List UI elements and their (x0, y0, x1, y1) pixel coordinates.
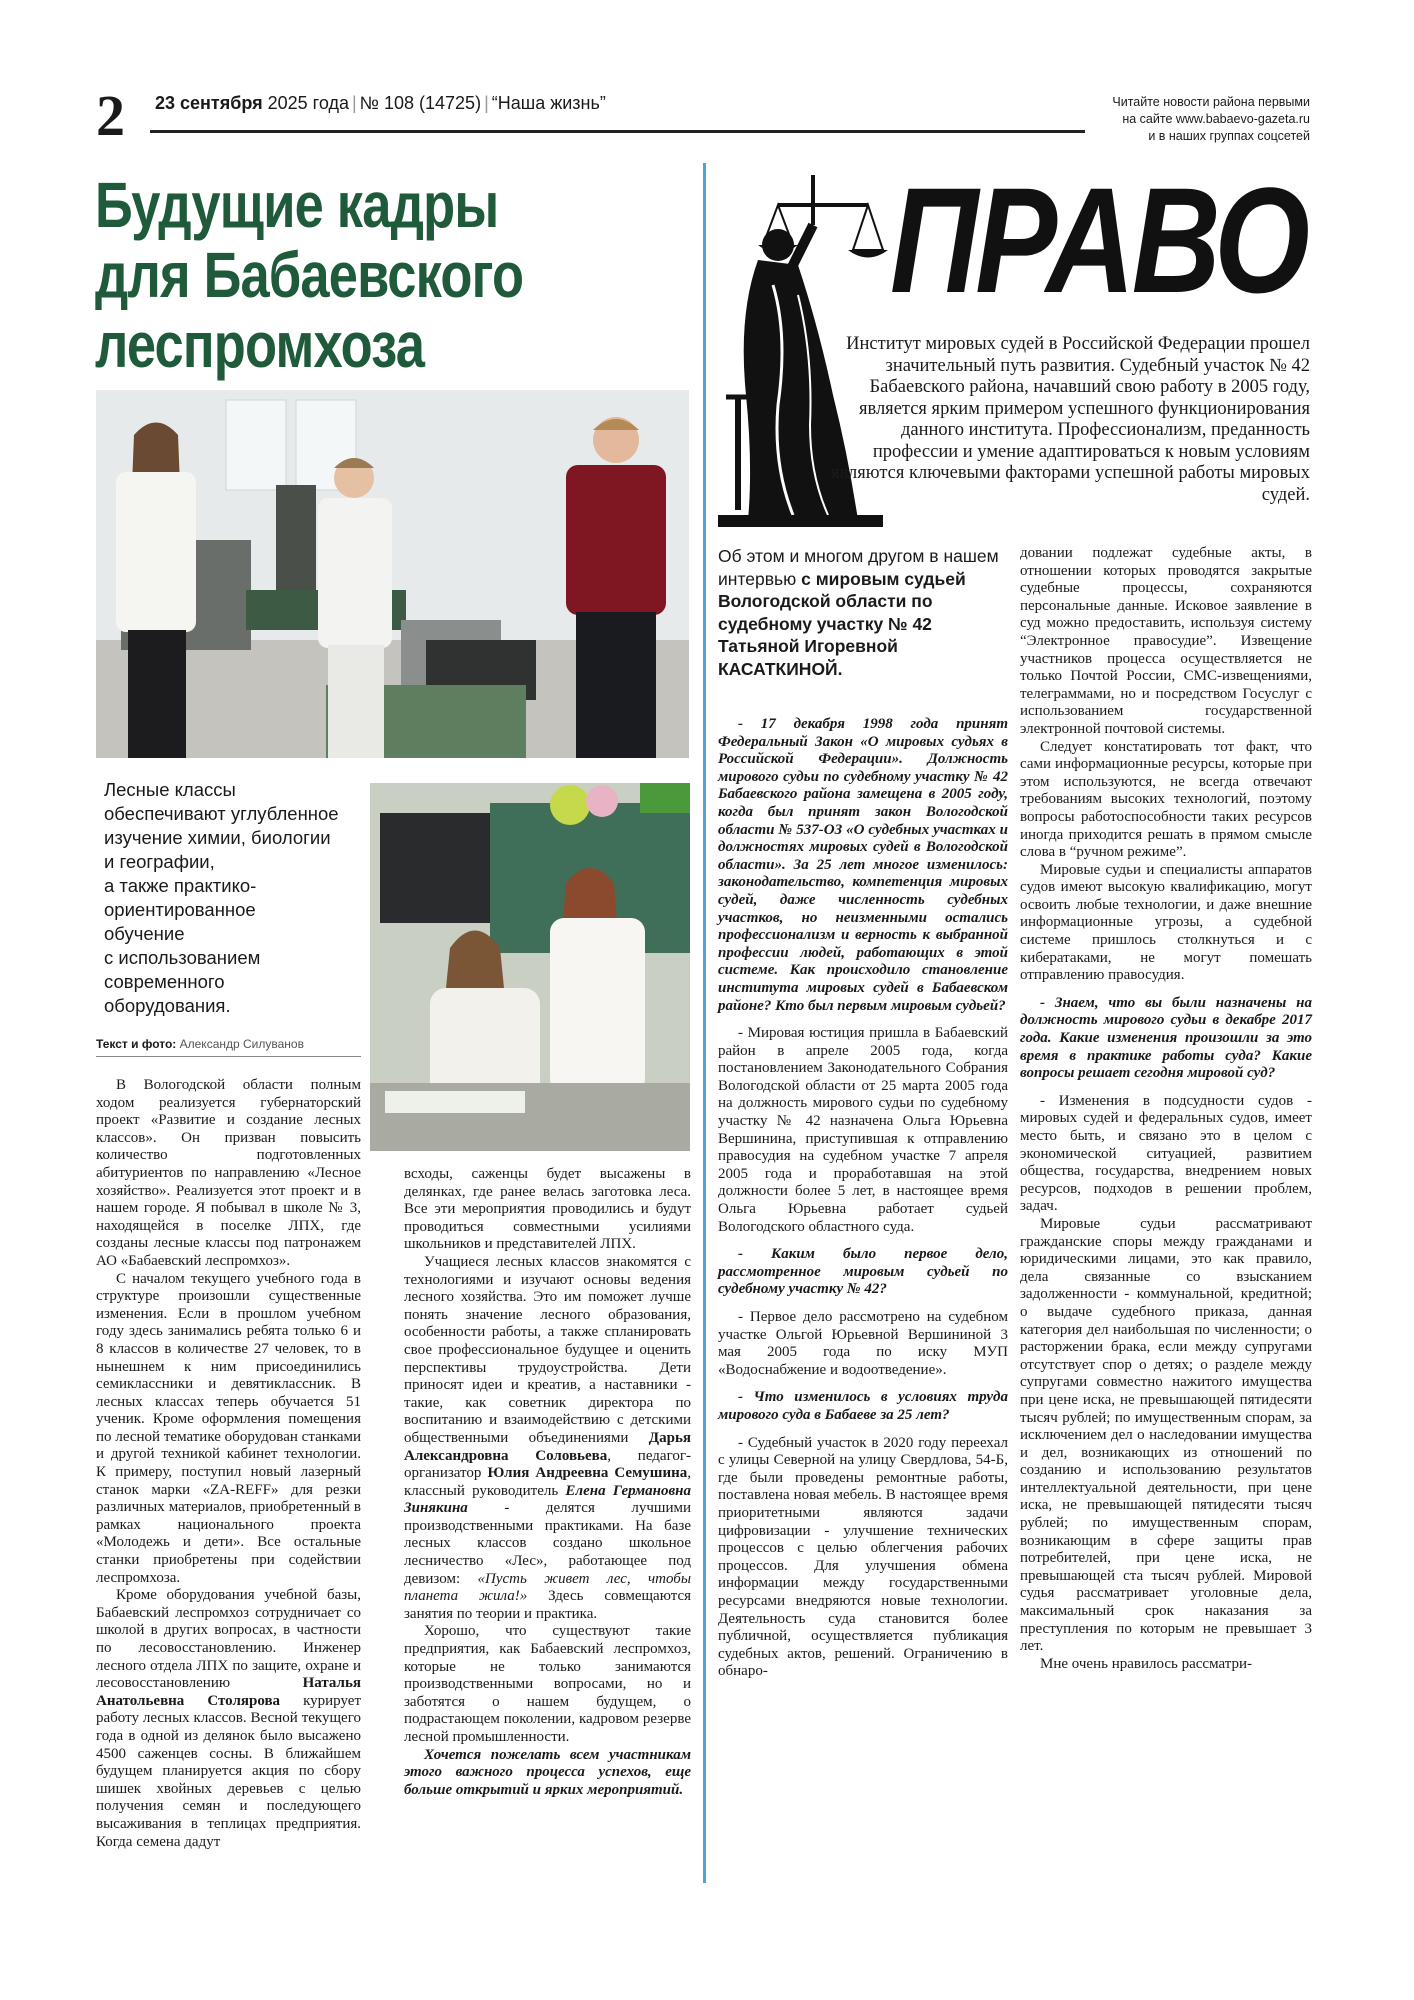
question: - Знаем, что вы были назначены на должность мирового судьи в декабре 2017 года. Какие изменения произошли за это время в практике работы суда? Какие вопросы решает сегодня мировой суд? (1020, 994, 1312, 1082)
lead-line: с использованием (104, 947, 261, 968)
paragraph: Мировые судьи и специалисты аппаратов судов имеют высокую квалификацию, могут освоить любые технологии, и даже внешние информационные угрозы, а судебной системе пришлось столкнуться и с кибератаками, не могут помешать отправлению правосудия. (1020, 861, 1312, 984)
article-lead (104, 778, 364, 1018)
column-divider (703, 163, 706, 1883)
article-column-2 (404, 1166, 691, 1799)
credit-author: Александр Силуванов (179, 1037, 304, 1051)
interviewee: с мировым судьей Вологодской области по судебному участку № 42 Татьяной Игоревной КАСАТКИНОЙ. (718, 568, 966, 679)
issue-year: 2025 года (267, 93, 349, 113)
issue-line: 23 сентября 2025 года | № 108 (14725) | “Наша жизнь” (155, 93, 606, 113)
header-rule (150, 130, 1085, 133)
site-note (1040, 94, 1310, 145)
page-number: 2 (96, 83, 125, 148)
motto: «Пусть живет лес, чтобы планета жила!» (404, 1570, 692, 1605)
interview-column-2 (1020, 545, 1312, 1673)
site-note-line: Читайте новости района первыми (1112, 95, 1310, 109)
newspaper-name: “Наша жизнь” (491, 93, 606, 113)
person-name: Наталья Анатольевна Столярова (96, 1675, 361, 1709)
issue-date: 23 сентября (155, 93, 263, 113)
paragraph: Учащиеся лесных классов знакомятся с технологиями и изучают основы ведения лесного хозяйства. Это им поможет лучше понять значение лесного образования, особенности работы, а также спланировать свое профессиональное будущее и оценить перспективы трудоустройства. Дети приносят идеи и креатив, а наставники - такие, как советник директора по воспитанию и взаимодействию с детскими общественными объединениями Дарья Александровна Соловьева, педагог-организатор Юлия Андреевна Семушина, классный руководитель Елена Германовна Зинякина - делятся лучшими производственными практиками. На базе лесных классов создано школьное лесничество «Лес», работающее под девизом: «Пусть живет лес, чтобы планета жила!» Здесь совмещаются занятия по теории и практика. (404, 1253, 692, 1622)
answer: - Первое дело рассмотрено на судебном участке Ольгой Юрьевной Вершининой 3 мая 2005 года по иску МУП «Водоснабжение и водоотведение». (718, 1309, 1008, 1378)
rubric-title: ПРАВО (890, 156, 1307, 324)
headline-line: леспромхоза (95, 309, 425, 381)
lead-line: обучение (104, 923, 185, 944)
closing-paragraph: Хочется пожелать всем участникам этого важного процесса успехов, еще больше открытий и ярких мероприятий. (404, 1746, 691, 1798)
interview-column-1 (718, 716, 1008, 1681)
person-name: Юлия Андреевна Семушина (487, 1465, 688, 1482)
photo-credit (96, 1037, 304, 1051)
paragraph: довании подлежат судебные акты, в отношении которых проводятся закрытые судебные процессы, сохраняются персональные данные. Исковое заявление в суд можно предоставить, используя систему “Электронное правосудие”. Извещение участников процесса осуществляется не только Почтой России, СМС-извещениями, телеграммами, но и посредством Госуслуг с использованием государственной электронной почтовой системы. (1020, 545, 1312, 737)
headline-line: для Бабаевского (95, 239, 524, 311)
lead-line: изучение химии, биологии (104, 827, 331, 848)
answer: - Мировая юстиция пришла в Бабаевский район в апреле 2005 года, когда постановлением Законодательного Собрания Вологодской области от 25 марта 2005 года на должность мирового судьи по судебному участку № 42 назначена Ольга Юрьевна Вершинина, приступившая к отправлению правосудия на судебном участке 7 апреля 2005 года и проработавшая на этой должности более 5 лет, в настоящее время Ольга Юрьевна работает судьей Вологодского областного суда. (718, 1025, 1008, 1235)
question: - Что изменилось в условиях труда мирового суда в Бабаеве за 25 лет? (718, 1389, 1008, 1423)
photo-students-workshop (96, 390, 689, 758)
site-note-line: и в наших группах соцсетей (1148, 129, 1310, 143)
paragraph: Кроме оборудования учебной базы, Бабаевский леспромхоз сотрудничает со школой в других вопросах, в частности по лесовосстановлению. Инженер лесного отдела ЛПХ по защите, охране и лесовосстановлению Наталья Анатольевна Столярова курирует работу лесных классов. Весной текущего года в одной из делянок было высажено 4500 саженцев сосны. В ближайшем будущем планируется акция по сбору шишек хвойных деревьев с целью получения семян и последующего высаживания в теплицах предприятия. Когда семена дадут (96, 1587, 361, 1850)
person-name: Дарья Александровна Соловьева (404, 1429, 691, 1464)
answer: - Изменения в подсудности судов - мировых судей и федеральных судов, имеет место быть, и связано это в целом с экономической ситуацией, развитием общества, государства, внедрением новых ресурсов, подходов в решении проблем, задач. (1020, 1092, 1312, 1215)
paragraph: С началом текущего учебного года в структуре произошли существенные изменения. Если в прошлом учебном году здесь занимались ребята только 6 и 8 классов в количестве 27 человек, то в нынешнем к ним присоединились семиклассники и девятиклассник. В лесных классах теперь обучается 51 ученик. Кроме оформления помещения по лесной тематике оборудован станками и другой техникой кабинет технологии. К примеру, поступил новый лазерный станок марки «ZA-REFF» для резки различных материалов, приобретенный в рамках национального проекта «Молодежь и дети». Все остальные станки приобретены при содействии леспромхоза. (96, 1270, 361, 1586)
article-headline (95, 170, 587, 380)
answer: - Судебный участок в 2020 году переехал с улицы Северной на улицу Свердлова, 54-Б, где были проведены ремонтные работы, поставлена новая мебель. В настоящее время приоритетными являются задачи цифровизации - улучшение технических процессов с целью облегчения рабочих процессов. Для улучшения обмена информации между государственными ресурсами внедряются новые технологии. Деятельность суда становится более публичной, осуществляется публикация судебных актов, решений. Ограничению в обнаро- (718, 1434, 1008, 1680)
paragraph: Следует констатировать тот факт, что сами информационные ресурсы, которые при этом используются, не всегда отвечают требованиям высоких технологий, поэтому вопросы работоспособности таких ресурсов иногда приходится решать в прямом смысле слова в “ручном режиме”. (1020, 738, 1312, 861)
lead-line: а также практико- (104, 875, 257, 896)
interview-lead: Об этом и многом другом в нашем интервью с мировым судьей Вологодской области по судебному участку № 42 Татьяной Игоревной КАСАТКИНОЙ. (718, 546, 999, 679)
issue-number: № 108 (14725) (359, 93, 482, 113)
person-name: Елена Германовна Зинякина (404, 1482, 691, 1517)
credit-label: Текст и фото: (96, 1037, 177, 1051)
paragraph: всходы, саженцы будет высажены в делянках, где ранее велась заготовка леса. Все эти мероприятия проводились и будут проводиться совместными усилиями школьников и представителей ЛПХ. (404, 1166, 691, 1253)
credit-rule (96, 1056, 361, 1057)
question: - Каким было первое дело, рассмотренное мировым судьей по судебному участку № 42? (718, 1246, 1008, 1298)
question: - 17 декабря 1998 года принят Федеральный Закон «О мировых судьях в Российской Федерации». Должность мирового судьи по судебному участку № 42 Бабаевского района замещена в 2005 году, когда был принят закон Вологодской области № 537-ОЗ «О судебных участках и должностях мировых судей в Вологодской области». За 25 лет многое изменилось: законодательство, компетенция мировых судей, даже численность судебных участков, но неизменными остались профессионализм и верность к выбранной профессии людей, работающих в этой системе. Как происходило становление института мировых судей в Бабаевском районе? Кто был первым мировым судьей? (718, 716, 1008, 1014)
paragraph: Мне очень нравилось рассматри- (1040, 1655, 1252, 1672)
paragraph: В Вологодской области полным ходом реализуется губернаторский проект «Развитие и создание лесных классов». Он призван повысить количество подготовленных абитуриентов по направлению «Лесное хозяйство». Реализуется этот проект и в нашем городе. Я побывал в школе № 3, находящейся в поселке ЛПХ, где созданы лесные классы под патронажем АО «Бабаевский леспромхоз». (96, 1077, 361, 1269)
lead-line: обеспечивают углубленное (104, 803, 339, 824)
lead-line: оборудования. (104, 995, 231, 1016)
site-note-line: на сайте www.babaevo-gazeta.ru (1122, 112, 1310, 126)
lead-line: современного (104, 971, 225, 992)
headline-line: Будущие кадры (95, 169, 499, 241)
rubric-intro: Институт мировых судей в Российской Федерации прошел значительный путь развития. Судебный участок № 42 Бабаевского района, начавший свою работу в 2005 году, является ярким примером успешного функционирования данного института. Профессионализм, преданность профессии и умение адаптироваться к новым условиям являются ключевыми факторами успешной работы мировых судей. (831, 334, 1310, 505)
paragraph: Хорошо, что существуют такие предприятия, как Бабаевский леспромхоз, которые не только занимаются производственными вопросами, но и заботятся о нашем будущем, о подрастающем поколении, кадровом резерве лесной промышленности. (404, 1623, 691, 1745)
paragraph: Мировые судьи рассматривают гражданские споры между гражданами и юридическими лицами, это как правило, дела связанные со взысканием задолженности - коммунальной, кредитной; о выдаче судебного приказа, данная категория дел наибольшая по численности; о расторжении брака, если между супругами отсутствует спор о детях; о разделе между супругами совместно нажитого имущества при цене иска, не превышающей пятидесяти тысяч рублей; по имущественным спорам, за исключением дел о наследовании имущества и дел, возникающих из отношений по созданию и использованию результатов интеллектуальной деятельности, при цене иска, не превышающей пятидесяти тысяч рублей; по имущественным спорам, возникающим в сфере защиты прав потребителей, при цене иска, не превышающей ста тысяч рублей. Мировой судья рассматривает уголовные дела, максимальный срок наказания за преступления по которым не превышает 3 лет. (1020, 1215, 1312, 1655)
photo-teachers-classroom (370, 783, 690, 1151)
lead-line: Лесные классы (104, 779, 236, 800)
article-column-1 (96, 1077, 361, 1851)
lead-line: и географии, (104, 851, 215, 872)
lead-line: ориентированное (104, 899, 256, 920)
